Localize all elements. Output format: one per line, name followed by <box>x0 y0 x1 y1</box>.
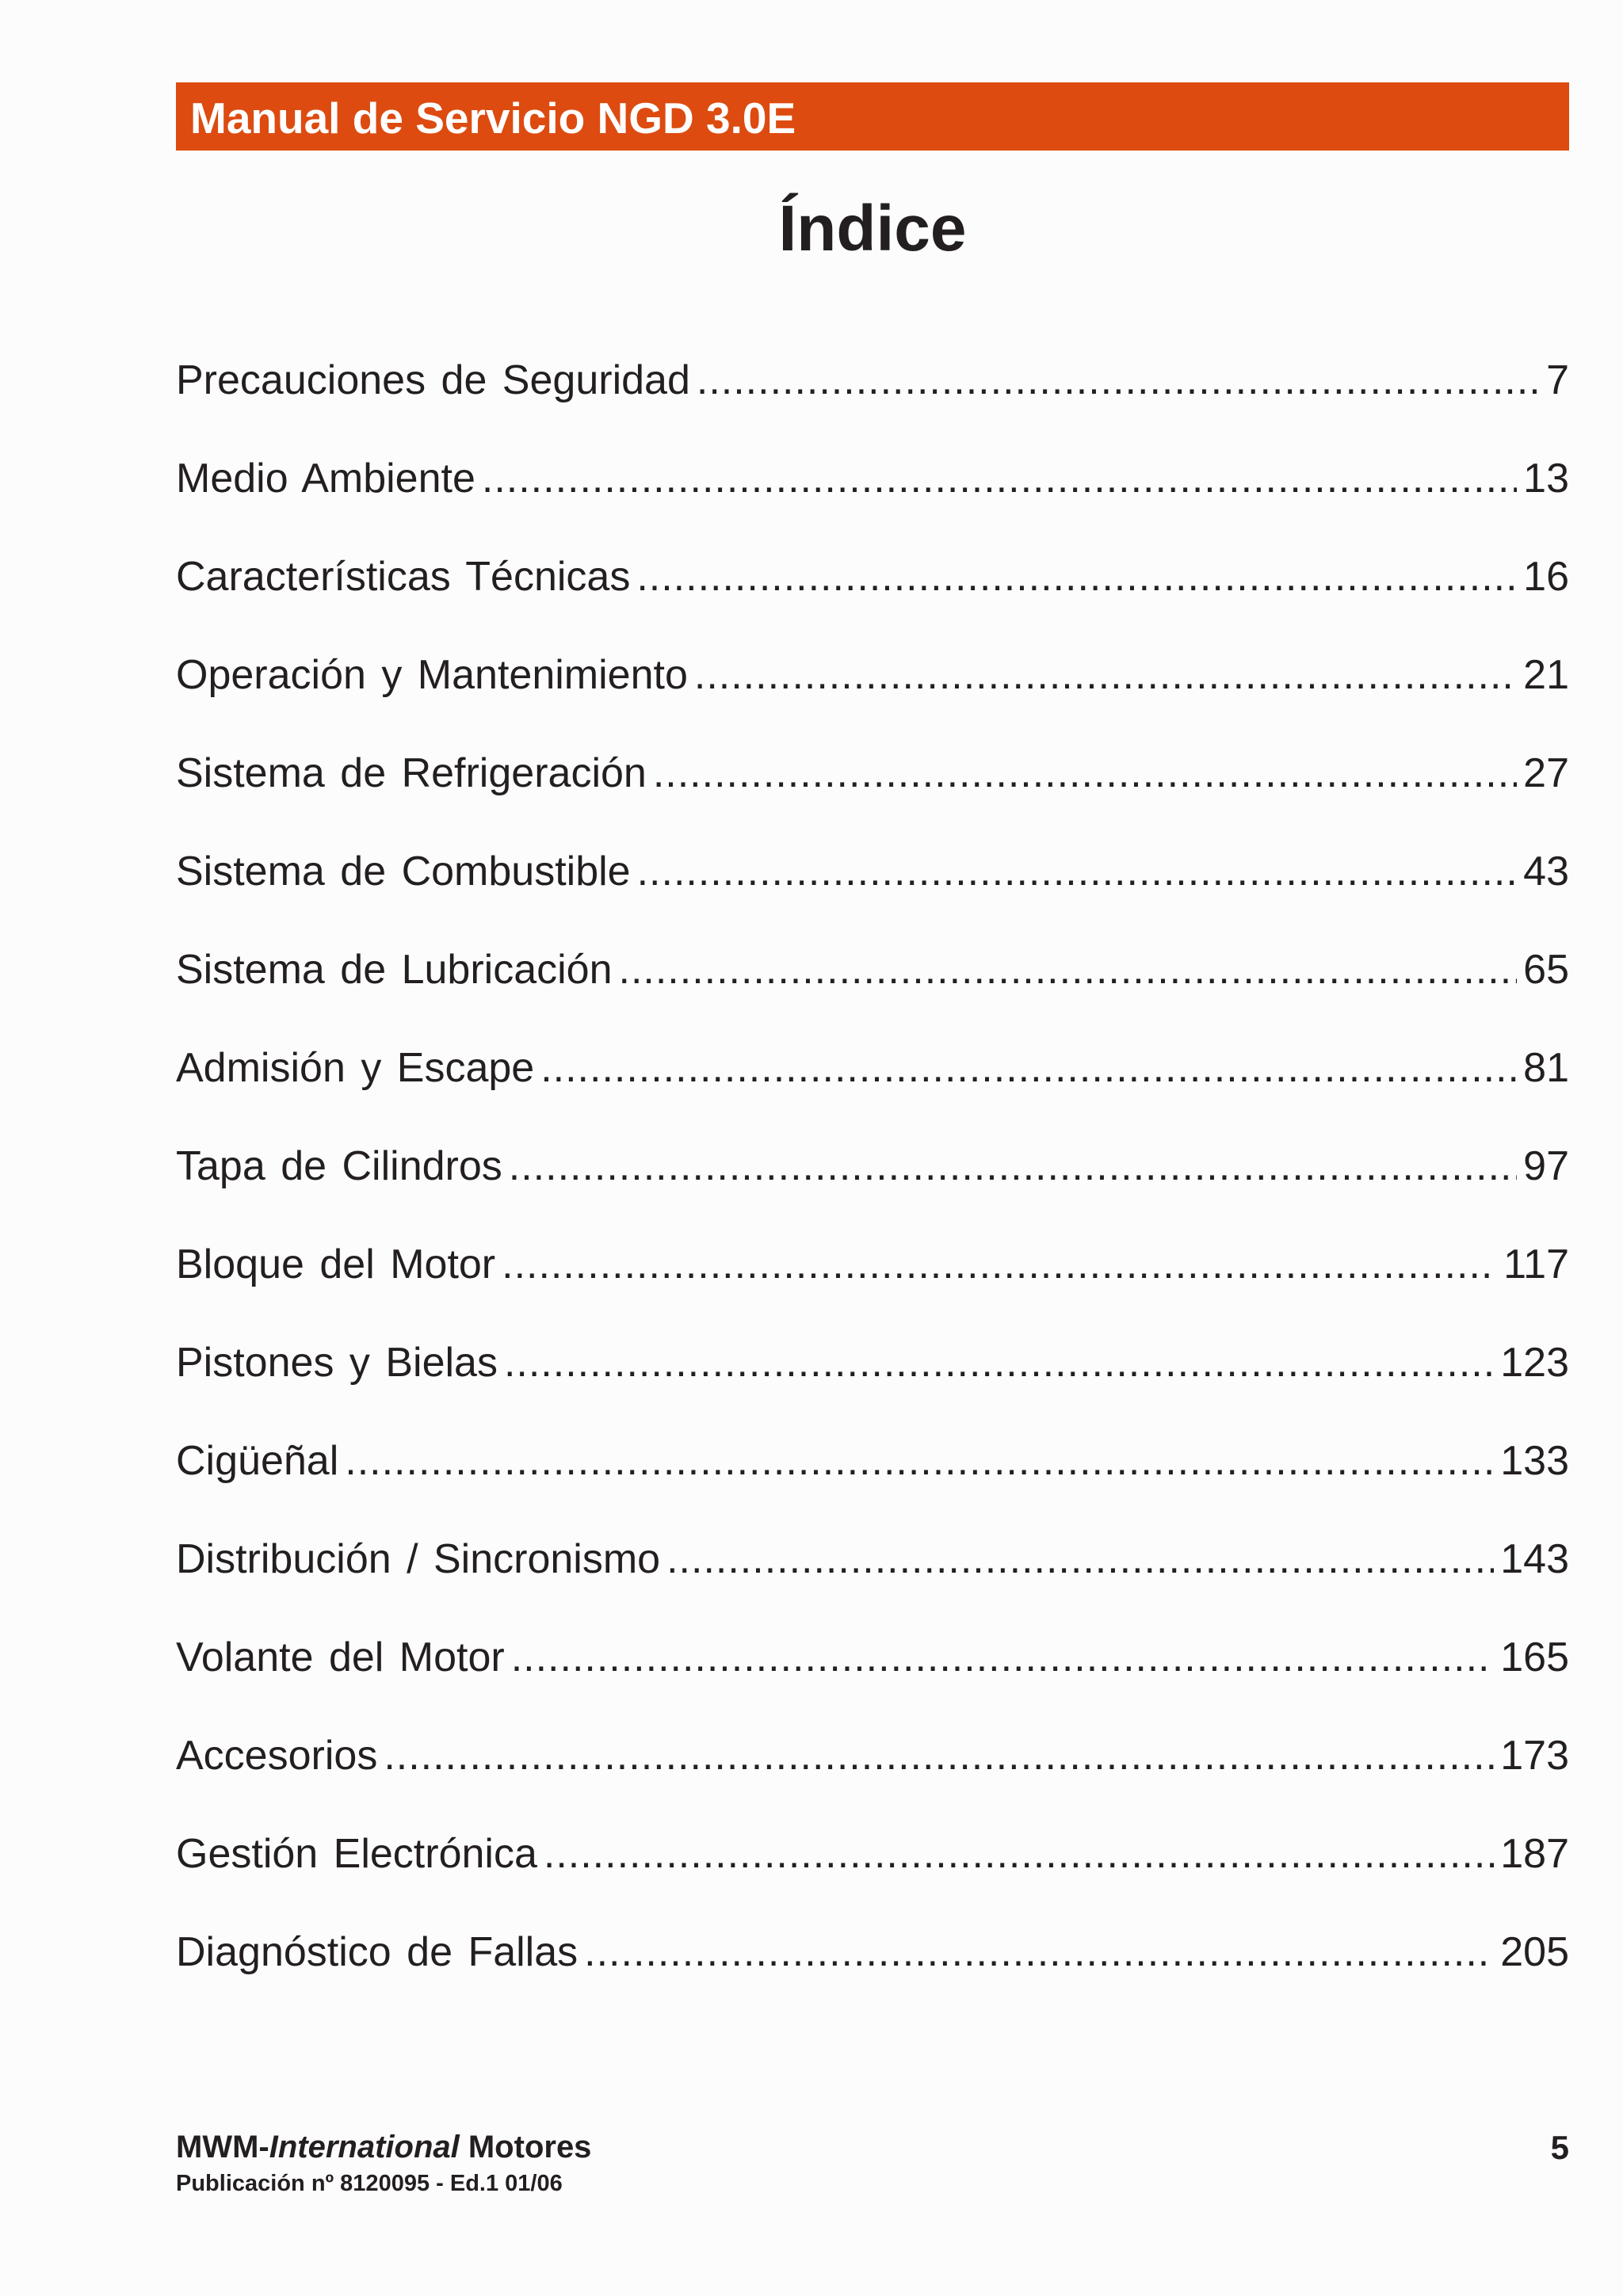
toc-entry-page-number: 123 <box>1500 1340 1569 1386</box>
toc-entry-page-number: 133 <box>1500 1438 1569 1484</box>
toc-dot-leader <box>637 840 1518 903</box>
toc-entry-page-number: 173 <box>1500 1733 1569 1779</box>
toc-dot-leader <box>619 938 1518 1001</box>
toc-entry-page-number: 205 <box>1500 1929 1569 1975</box>
toc-dot-leader <box>653 742 1517 805</box>
toc-entry-label: Admisión y Escape <box>176 1045 535 1091</box>
footer <box>176 2131 1569 2195</box>
toc-entry <box>176 1626 1569 1724</box>
toc-entry-label: Sistema de Refrigeración <box>176 750 647 796</box>
toc-dot-leader <box>509 1135 1517 1198</box>
toc-entry <box>176 938 1569 1036</box>
table-of-contents <box>176 349 1569 2019</box>
footer-page-number: 5 <box>1550 2129 1569 2166</box>
toc-entry-label: Accesorios <box>176 1733 378 1779</box>
toc-entry-page-number: 43 <box>1523 849 1569 894</box>
toc-entry-page-number: 165 <box>1500 1634 1569 1680</box>
toc-entry-label: Bloque del Motor <box>176 1241 496 1287</box>
publisher-suffix: Motores <box>459 2130 592 2164</box>
toc-dot-leader <box>636 545 1517 608</box>
toc-entry-page-number: 143 <box>1500 1536 1569 1582</box>
header-title: Manual de Servicio NGD 3.0E <box>190 93 796 143</box>
toc-dot-leader <box>584 1920 1494 1984</box>
toc-entry <box>176 447 1569 545</box>
toc-dot-leader <box>345 1429 1494 1493</box>
toc-entry-page-number: 7 <box>1546 357 1569 403</box>
toc-dot-leader <box>694 643 1517 707</box>
toc-entry-label: Precauciones de Seguridad <box>176 357 690 403</box>
toc-dot-leader <box>482 447 1517 510</box>
toc-entry <box>176 545 1569 643</box>
toc-dot-leader <box>502 1233 1497 1296</box>
toc-entry <box>176 1724 1569 1822</box>
toc-entry-page-number: 97 <box>1523 1143 1569 1189</box>
toc-entry <box>176 840 1569 938</box>
toc-entry <box>176 1331 1569 1429</box>
toc-dot-leader <box>504 1331 1494 1394</box>
toc-entry-page-number: 21 <box>1523 652 1569 698</box>
toc-entry <box>176 643 1569 742</box>
publisher-prefix: MWM- <box>176 2130 269 2164</box>
toc-entry <box>176 1527 1569 1626</box>
toc-entry <box>176 742 1569 840</box>
toc-entry-label: Operación y Mantenimiento <box>176 652 688 698</box>
toc-dot-leader <box>511 1626 1495 1689</box>
toc-entry-page-number: 65 <box>1523 947 1569 993</box>
toc-entry <box>176 1233 1569 1331</box>
toc-entry <box>176 1920 1569 2019</box>
toc-entry-label: Medio Ambiente <box>176 456 475 502</box>
toc-dot-leader <box>544 1822 1494 1886</box>
header-bar <box>176 82 1569 151</box>
footer-publication: Publicación nº 8120095 - Ed.1 01/06 <box>176 2171 563 2196</box>
toc-entry-page-number: 81 <box>1523 1045 1569 1091</box>
toc-entry-page-number: 187 <box>1500 1831 1569 1877</box>
toc-entry <box>176 1822 1569 1920</box>
toc-entry-label: Gestión Electrónica <box>176 1831 537 1877</box>
toc-entry-label: Diagnóstico de Fallas <box>176 1929 579 1975</box>
toc-entry-label: Pistones y Bielas <box>176 1340 498 1386</box>
toc-entry-label: Características Técnicas <box>176 554 631 600</box>
toc-entry-label: Sistema de Lubricación <box>176 947 613 993</box>
page-title: Índice <box>778 193 967 265</box>
toc-dot-leader <box>384 1724 1494 1787</box>
toc-entry <box>176 1036 1569 1135</box>
toc-entry-page-number: 27 <box>1523 750 1569 796</box>
toc-entry <box>176 1135 1569 1233</box>
toc-entry <box>176 349 1569 447</box>
toc-dot-leader <box>540 1036 1517 1100</box>
toc-entry-label: Distribución / Sincronismo <box>176 1536 661 1582</box>
toc-entry-label: Volante del Motor <box>176 1634 505 1680</box>
toc-entry-label: Tapa de Cilindros <box>176 1143 502 1189</box>
publisher-italic: International <box>269 2130 460 2164</box>
toc-entry <box>176 1429 1569 1527</box>
toc-entry-page-number: 13 <box>1523 456 1569 502</box>
toc-entry-label: Sistema de Combustible <box>176 849 631 894</box>
toc-entry-page-number: 117 <box>1503 1241 1569 1287</box>
toc-dot-leader <box>666 1527 1494 1591</box>
toc-entry-label: Cigüeñal <box>176 1438 339 1484</box>
footer-publisher <box>176 2129 1569 2166</box>
toc-entry-page-number: 16 <box>1523 554 1569 600</box>
toc-dot-leader <box>697 349 1540 412</box>
